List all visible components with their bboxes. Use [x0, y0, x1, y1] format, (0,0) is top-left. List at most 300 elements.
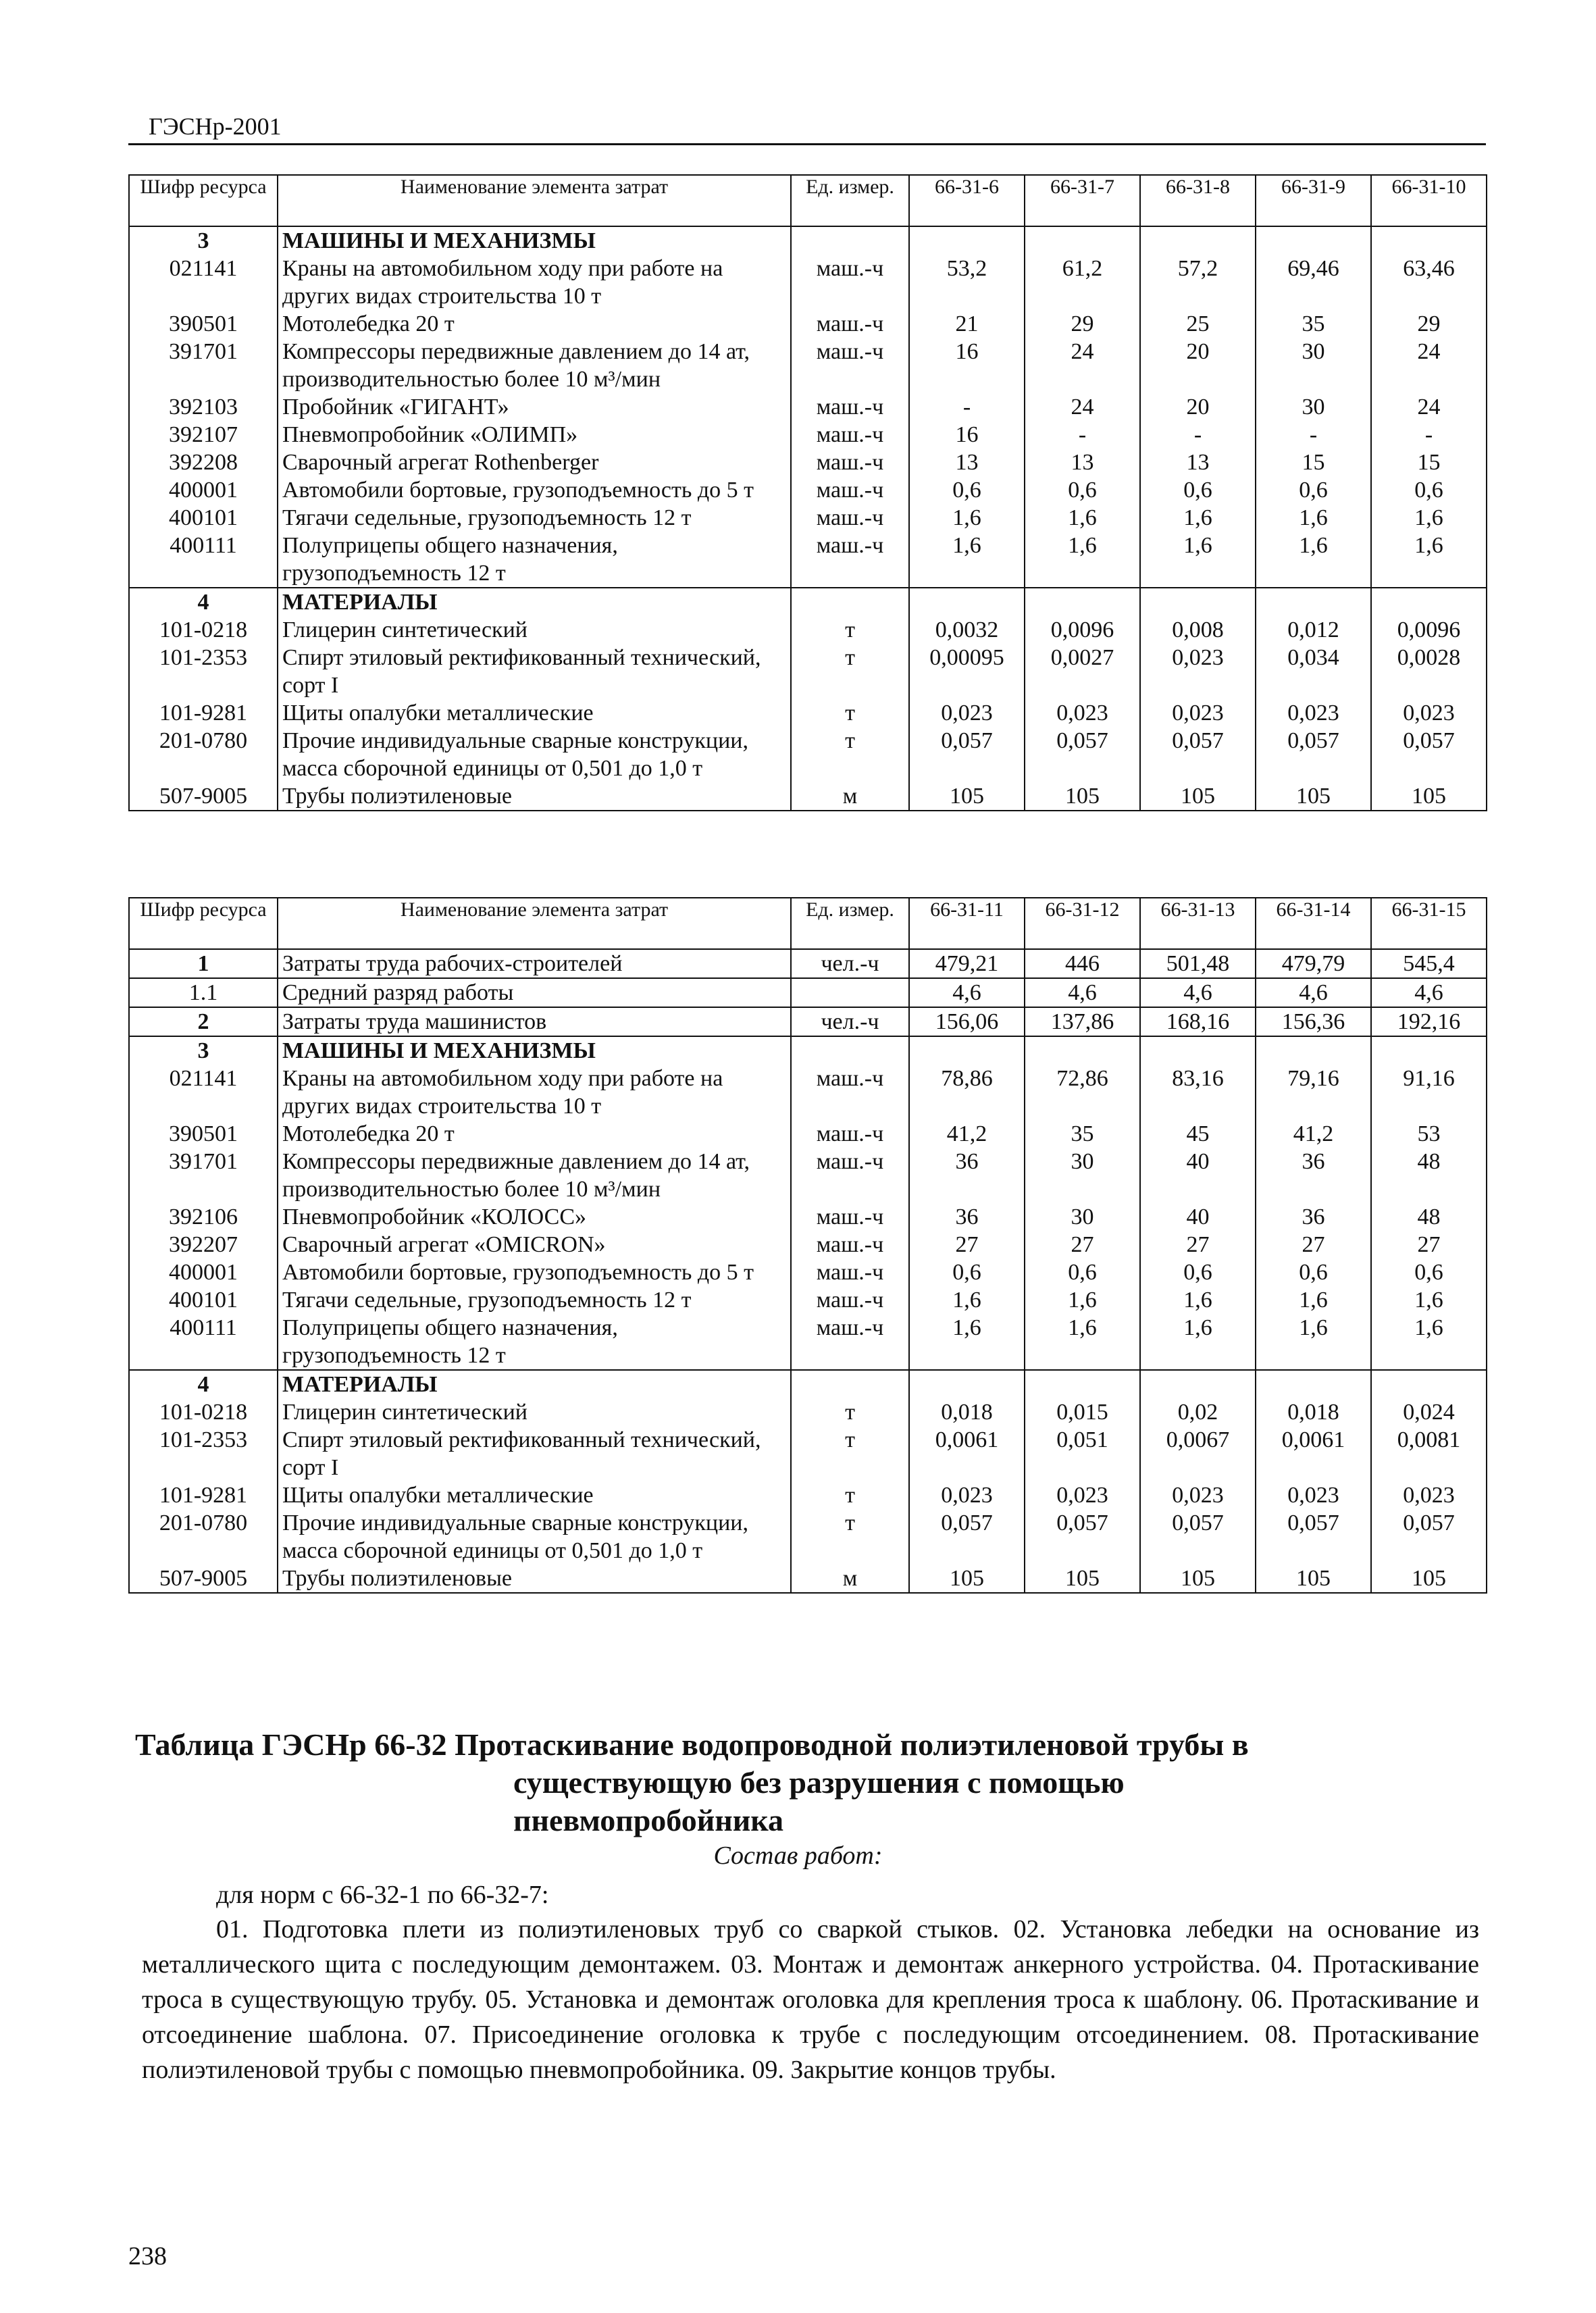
- section-row: [129, 588, 1487, 616]
- row-code: 101-2353: [129, 644, 278, 699]
- labor-row: [129, 978, 1487, 1007]
- row-name: Прочие индивидуальные сварные конструкции, масса сборочной единицы от 0,501 до 1,0 т: [278, 1509, 791, 1565]
- table-row: [129, 616, 1487, 644]
- row-value: 16: [909, 421, 1025, 449]
- section-unit-cell: [791, 226, 909, 255]
- row-unit: т: [791, 616, 909, 644]
- section-value-cell: [909, 1036, 1025, 1065]
- row-unit: маш.-ч: [791, 476, 909, 504]
- row-code: 390501: [129, 310, 278, 338]
- row-name: Краны на автомобильном ходу при работе на других видах строительства 10 т: [278, 255, 791, 310]
- section-unit-cell: [791, 1036, 909, 1065]
- labor-row: [129, 1007, 1487, 1036]
- row-code: 101-0218: [129, 1398, 278, 1426]
- row-code: 400001: [129, 1259, 278, 1286]
- row-unit: маш.-ч: [791, 421, 909, 449]
- row-unit: маш.-ч: [791, 532, 909, 588]
- row-value: 137,86: [1025, 1007, 1140, 1036]
- row-unit: чел.-ч: [791, 949, 909, 978]
- row-value: 27: [1025, 1231, 1140, 1259]
- row-value: 27: [909, 1231, 1025, 1259]
- row-code: 392207: [129, 1231, 278, 1259]
- row-value: 0,057: [1371, 1509, 1487, 1565]
- table-header-row: [129, 175, 1487, 226]
- row-value: 0,057: [1140, 727, 1256, 782]
- row-name: Пробойник «ГИГАНТ»: [278, 393, 791, 421]
- row-value: 105: [1025, 1565, 1140, 1593]
- row-value: 0,6: [1025, 1259, 1140, 1286]
- table-row: [129, 1286, 1487, 1314]
- row-code: 101-9281: [129, 699, 278, 727]
- section-unit-cell: [791, 588, 909, 616]
- row-value: 40: [1140, 1148, 1256, 1203]
- section-value-cell: [1140, 1370, 1256, 1398]
- row-value: 29: [1371, 310, 1487, 338]
- row-value: 35: [1025, 1120, 1140, 1148]
- work-description: 01. Подготовка плети из полиэтиленовых труб со сваркой стыков. 02. Установка лебедки на основание из металлического щита с последующим демонтажем. 03. Монтаж и демонтаж анкерного устройства. 04. Протаскивание троса в существующую трубу. 05. Установка и демонтаж оголовка для крепления троса к шаблону. 06. Протаскивание и отсоединение шаблона. 07. Присоединение оголовка к трубе с последующим отсоединением. 08. Протаскивание полиэтиленовой трубы с помощью пневмопробойника. 09. Закрытие концов трубы.: [142, 1915, 1479, 2084]
- section-code: 4: [129, 1370, 278, 1398]
- row-value: 446: [1025, 949, 1140, 978]
- section-value-cell: [1140, 226, 1256, 255]
- row-code: 201-0780: [129, 1509, 278, 1565]
- row-value: 0,0096: [1025, 616, 1140, 644]
- row-value: 41,2: [1256, 1120, 1371, 1148]
- row-value: 1,6: [1256, 504, 1371, 532]
- row-name: Затраты труда рабочих-строителей: [278, 949, 791, 978]
- row-value: 0,0027: [1025, 644, 1140, 699]
- row-value: 27: [1371, 1231, 1487, 1259]
- applies-to-norms: для норм с 66-32-1 по 66-32-7:: [216, 1881, 549, 1909]
- row-value: 4,6: [1140, 978, 1256, 1007]
- header-name: Наименование элемента затрат: [278, 898, 791, 949]
- row-value: 1,6: [1025, 1286, 1140, 1314]
- row-value: 0,057: [1256, 1509, 1371, 1565]
- row-value: 13: [909, 449, 1025, 476]
- table-row: [129, 504, 1487, 532]
- row-value: 4,6: [1025, 978, 1140, 1007]
- row-value: 0,023: [1140, 1481, 1256, 1509]
- row-unit: маш.-ч: [791, 1120, 909, 1148]
- row-name: Автомобили бортовые, грузоподъемность до 5 т: [278, 1259, 791, 1286]
- row-value: 0,057: [1256, 727, 1371, 782]
- row-value: 45: [1140, 1120, 1256, 1148]
- header-norm-code: 66-31-13: [1140, 898, 1256, 949]
- row-code: 021141: [129, 255, 278, 310]
- row-code: 400111: [129, 532, 278, 588]
- section-value-cell: [1025, 226, 1140, 255]
- row-value: 105: [909, 1565, 1025, 1593]
- row-value: 36: [1256, 1203, 1371, 1231]
- row-value: 0,024: [1371, 1398, 1487, 1426]
- row-value: 0,023: [909, 699, 1025, 727]
- row-value: 105: [1256, 782, 1371, 811]
- row-value: 0,012: [1256, 616, 1371, 644]
- row-value: 0,0032: [909, 616, 1025, 644]
- row-value: 1,6: [1025, 532, 1140, 588]
- table-row: [129, 1509, 1487, 1565]
- table-row: [129, 1426, 1487, 1481]
- row-value: -: [1371, 421, 1487, 449]
- row-value: 40: [1140, 1203, 1256, 1231]
- row-value: 1,6: [1140, 504, 1256, 532]
- section-value-cell: [1025, 588, 1140, 616]
- row-unit: маш.-ч: [791, 1203, 909, 1231]
- row-value: 83,16: [1140, 1065, 1256, 1120]
- row-unit: маш.-ч: [791, 1259, 909, 1286]
- row-name: Полуприцепы общего назначения, грузоподъемность 12 т: [278, 532, 791, 588]
- section-title: МАШИНЫ И МЕХАНИЗМЫ: [278, 226, 791, 255]
- row-value: 72,86: [1025, 1065, 1140, 1120]
- row-unit: т: [791, 1426, 909, 1481]
- row-name: Мотолебедка 20 т: [278, 1120, 791, 1148]
- header-name: Наименование элемента затрат: [278, 175, 791, 226]
- row-value: 0,6: [1371, 1259, 1487, 1286]
- row-value: 1,6: [1371, 1286, 1487, 1314]
- table-row: [129, 421, 1487, 449]
- row-value: 156,36: [1256, 1007, 1371, 1036]
- section-code: 3: [129, 1036, 278, 1065]
- row-code: 392106: [129, 1203, 278, 1231]
- table-row: [129, 338, 1487, 393]
- row-value: 0,6: [1256, 1259, 1371, 1286]
- page-number: 238: [128, 2242, 167, 2270]
- row-value: 1,6: [1256, 1314, 1371, 1370]
- section-code: 3: [129, 226, 278, 255]
- row-value: 0,051: [1025, 1426, 1140, 1481]
- section-value-cell: [1256, 1370, 1371, 1398]
- header-norm-code: 66-31-15: [1371, 898, 1487, 949]
- row-name: Глицерин синтетический: [278, 616, 791, 644]
- row-unit: маш.-ч: [791, 393, 909, 421]
- table-row: [129, 1203, 1487, 1231]
- table-row: [129, 1565, 1487, 1593]
- row-unit: чел.-ч: [791, 1007, 909, 1036]
- row-value: 156,06: [909, 1007, 1025, 1036]
- running-header: ГЭСНр-2001: [149, 113, 282, 140]
- row-value: 24: [1025, 393, 1140, 421]
- table-row: [129, 1398, 1487, 1426]
- row-value: 4,6: [1371, 978, 1487, 1007]
- table-row: [129, 1481, 1487, 1509]
- row-value: -: [909, 393, 1025, 421]
- table-row: [129, 310, 1487, 338]
- row-unit: маш.-ч: [791, 1231, 909, 1259]
- row-value: 105: [1025, 782, 1140, 811]
- row-value: 15: [1256, 449, 1371, 476]
- row-value: 0,0061: [1256, 1426, 1371, 1481]
- section-value-cell: [909, 588, 1025, 616]
- row-value: 1,6: [1025, 1314, 1140, 1370]
- row-unit: маш.-ч: [791, 1286, 909, 1314]
- row-value: 63,46: [1371, 255, 1487, 310]
- header-norm-code: 66-31-6: [909, 175, 1025, 226]
- row-unit: маш.-ч: [791, 338, 909, 393]
- row-value: 1,6: [1371, 1314, 1487, 1370]
- section-title: МАШИНЫ И МЕХАНИЗМЫ: [278, 1036, 791, 1065]
- row-value: 105: [1371, 1565, 1487, 1593]
- row-code: 101-0218: [129, 616, 278, 644]
- row-value: 0,015: [1025, 1398, 1140, 1426]
- row-value: 27: [1256, 1231, 1371, 1259]
- row-value: 501,48: [1140, 949, 1256, 978]
- row-value: 57,2: [1140, 255, 1256, 310]
- row-name: Пневмопробойник «ОЛИМП»: [278, 421, 791, 449]
- row-value: 79,16: [1256, 1065, 1371, 1120]
- row-value: 0,057: [909, 727, 1025, 782]
- section-value-cell: [1256, 588, 1371, 616]
- row-value: 36: [909, 1148, 1025, 1203]
- table-row: [129, 1231, 1487, 1259]
- row-value: 0,00095: [909, 644, 1025, 699]
- header-norm-code: 66-31-7: [1025, 175, 1140, 226]
- row-value: -: [1256, 421, 1371, 449]
- row-value: 13: [1140, 449, 1256, 476]
- row-value: 0,6: [1025, 476, 1140, 504]
- section-code: 4: [129, 588, 278, 616]
- row-value: 105: [1371, 782, 1487, 811]
- section-value-cell: [1025, 1036, 1140, 1065]
- row-name: Автомобили бортовые, грузоподъемность до 5 т: [278, 476, 791, 504]
- row-value: 78,86: [909, 1065, 1025, 1120]
- row-unit: маш.-ч: [791, 310, 909, 338]
- row-value: 0,02: [1140, 1398, 1256, 1426]
- row-unit: т: [791, 699, 909, 727]
- row-value: 0,0028: [1371, 644, 1487, 699]
- section-unit-cell: [791, 1370, 909, 1398]
- row-value: 545,4: [1371, 949, 1487, 978]
- row-code: 507-9005: [129, 782, 278, 811]
- header-norm-code: 66-31-11: [909, 898, 1025, 949]
- row-value: 1,6: [909, 532, 1025, 588]
- row-value: -: [1140, 421, 1256, 449]
- row-value: 0,6: [1371, 476, 1487, 504]
- row-value: 1,6: [1140, 532, 1256, 588]
- row-value: 1,6: [1371, 504, 1487, 532]
- row-value: 479,79: [1256, 949, 1371, 978]
- row-value: 24: [1371, 393, 1487, 421]
- row-value: 1,6: [1140, 1314, 1256, 1370]
- row-value: 61,2: [1025, 255, 1140, 310]
- section-value-cell: [1256, 1036, 1371, 1065]
- row-code: 400001: [129, 476, 278, 504]
- row-value: 4,6: [909, 978, 1025, 1007]
- row-value: 69,46: [1256, 255, 1371, 310]
- section-value-cell: [1140, 588, 1256, 616]
- row-value: 479,21: [909, 949, 1025, 978]
- row-value: 0,6: [1140, 476, 1256, 504]
- row-value: 1,6: [1256, 1286, 1371, 1314]
- row-code: 021141: [129, 1065, 278, 1120]
- row-name: Компрессоры передвижные давлением до 14 ат, производительностью более 10 м³/мин: [278, 338, 791, 393]
- row-value: 0,6: [1256, 476, 1371, 504]
- row-value: 0,023: [1025, 1481, 1140, 1509]
- row-value: 0,023: [1256, 1481, 1371, 1509]
- row-value: 41,2: [909, 1120, 1025, 1148]
- header-rule: [128, 143, 1486, 145]
- header-norm-code: 66-31-10: [1371, 175, 1487, 226]
- section-row: [129, 1370, 1487, 1398]
- row-value: 0,057: [1371, 727, 1487, 782]
- row-value: 0,0061: [909, 1426, 1025, 1481]
- row-name: Затраты труда машинистов: [278, 1007, 791, 1036]
- row-name: Прочие индивидуальные сварные конструкции, масса сборочной единицы от 0,501 до 1,0 т: [278, 727, 791, 782]
- row-name: Мотолебедка 20 т: [278, 310, 791, 338]
- row-unit: маш.-ч: [791, 1148, 909, 1203]
- row-name: Спирт этиловый ректификованный технический, сорт I: [278, 1426, 791, 1481]
- row-value: 27: [1140, 1231, 1256, 1259]
- row-code: 201-0780: [129, 727, 278, 782]
- row-value: 0,6: [1140, 1259, 1256, 1286]
- row-code: 400101: [129, 504, 278, 532]
- row-unit: м: [791, 1565, 909, 1593]
- row-unit: маш.-ч: [791, 504, 909, 532]
- header-norm-code: 66-31-14: [1256, 898, 1371, 949]
- row-value: 91,16: [1371, 1065, 1487, 1120]
- row-code: 101-2353: [129, 1426, 278, 1481]
- row-name: Трубы полиэтиленовые: [278, 1565, 791, 1593]
- row-value: 16: [909, 338, 1025, 393]
- section-value-cell: [1371, 226, 1487, 255]
- table-row: [129, 449, 1487, 476]
- row-value: 1,6: [1025, 504, 1140, 532]
- row-value: 1,6: [909, 504, 1025, 532]
- row-value: 48: [1371, 1148, 1487, 1203]
- row-value: 35: [1256, 310, 1371, 338]
- row-value: 21: [909, 310, 1025, 338]
- row-unit: т: [791, 1398, 909, 1426]
- composition-heading: Состав работ:: [713, 1841, 883, 1870]
- row-value: -: [1025, 421, 1140, 449]
- row-code: 1.1: [129, 978, 278, 1007]
- row-value: 20: [1140, 393, 1256, 421]
- table-row: [129, 727, 1487, 782]
- row-name: Сварочный агрегат Rothenberger: [278, 449, 791, 476]
- row-value: 53: [1371, 1120, 1487, 1148]
- table-row: [129, 1148, 1487, 1203]
- table-row: [129, 1065, 1487, 1120]
- row-unit: т: [791, 1481, 909, 1509]
- table-row: [129, 644, 1487, 699]
- row-value: 24: [1025, 338, 1140, 393]
- row-name: Средний разряд работы: [278, 978, 791, 1007]
- row-value: 24: [1371, 338, 1487, 393]
- row-code: 1: [129, 949, 278, 978]
- resource-table-66-31-11-to-15: [128, 897, 1487, 1594]
- row-value: 48: [1371, 1203, 1487, 1231]
- row-code: 101-9281: [129, 1481, 278, 1509]
- section-value-cell: [1025, 1370, 1140, 1398]
- row-value: 105: [909, 782, 1025, 811]
- row-value: 0,0067: [1140, 1426, 1256, 1481]
- table-row: [129, 532, 1487, 588]
- row-value: 0,0081: [1371, 1426, 1487, 1481]
- table-title-line-1: Таблица ГЭСНр 66-32 Протаскивание водопроводной полиэтиленовой трубы в: [135, 1727, 1249, 1762]
- row-value: 36: [1256, 1148, 1371, 1203]
- row-value: 0,023: [1256, 699, 1371, 727]
- table-title-line-3: пневмопробойника: [513, 1803, 784, 1837]
- row-unit: м: [791, 782, 909, 811]
- section-value-cell: [909, 1370, 1025, 1398]
- row-code: 400101: [129, 1286, 278, 1314]
- row-value: 1,6: [1140, 1286, 1256, 1314]
- row-value: 30: [1025, 1203, 1140, 1231]
- row-value: 4,6: [1256, 978, 1371, 1007]
- header-unit: Ед. измер.: [791, 175, 909, 226]
- row-code: 392103: [129, 393, 278, 421]
- table-row: [129, 476, 1487, 504]
- section-value-cell: [1140, 1036, 1256, 1065]
- row-unit: маш.-ч: [791, 255, 909, 310]
- row-value: 30: [1256, 393, 1371, 421]
- row-value: 0,023: [1025, 699, 1140, 727]
- row-value: 0,023: [1371, 699, 1487, 727]
- row-name: Тягачи седельные, грузоподъемность 12 т: [278, 504, 791, 532]
- section-row: [129, 1036, 1487, 1065]
- row-name: Трубы полиэтиленовые: [278, 782, 791, 811]
- row-name: Щиты опалубки металлические: [278, 699, 791, 727]
- table-row: [129, 1120, 1487, 1148]
- row-value: 30: [1256, 338, 1371, 393]
- row-name: Краны на автомобильном ходу при работе на других видах строительства 10 т: [278, 1065, 791, 1120]
- row-unit: т: [791, 1509, 909, 1565]
- row-code: 2: [129, 1007, 278, 1036]
- section-value-cell: [1256, 226, 1371, 255]
- row-value: 192,16: [1371, 1007, 1487, 1036]
- labor-row: [129, 949, 1487, 978]
- row-value: 0,023: [1371, 1481, 1487, 1509]
- row-value: 30: [1025, 1148, 1140, 1203]
- row-unit: т: [791, 727, 909, 782]
- row-value: 105: [1140, 1565, 1256, 1593]
- row-value: 0,008: [1140, 616, 1256, 644]
- row-value: 0,6: [909, 476, 1025, 504]
- row-code: 391701: [129, 1148, 278, 1203]
- row-value: 105: [1140, 782, 1256, 811]
- section-title: МАТЕРИАЛЫ: [278, 1370, 791, 1398]
- row-value: 168,16: [1140, 1007, 1256, 1036]
- row-value: 0,023: [1140, 699, 1256, 727]
- section-value-cell: [1371, 1036, 1487, 1065]
- row-name: Сварочный агрегат «OMICRON»: [278, 1231, 791, 1259]
- row-value: 1,6: [909, 1286, 1025, 1314]
- row-value: 0,0096: [1371, 616, 1487, 644]
- row-unit: маш.-ч: [791, 1314, 909, 1370]
- section-row: [129, 226, 1487, 255]
- row-value: 0,023: [1140, 644, 1256, 699]
- row-name: Тягачи седельные, грузоподъемность 12 т: [278, 1286, 791, 1314]
- table-title: [135, 1726, 1459, 1839]
- header-norm-code: 66-31-12: [1025, 898, 1140, 949]
- row-value: 0,6: [909, 1259, 1025, 1286]
- header-norm-code: 66-31-8: [1140, 175, 1256, 226]
- resource-table-66-31-6-to-10: [128, 174, 1487, 811]
- row-value: 0,018: [909, 1398, 1025, 1426]
- row-name: Щиты опалубки металлические: [278, 1481, 791, 1509]
- table-row: [129, 1259, 1487, 1286]
- row-value: 0,057: [1025, 1509, 1140, 1565]
- row-code: 392107: [129, 421, 278, 449]
- row-name: Полуприцепы общего назначения, грузоподъемность 12 т: [278, 1314, 791, 1370]
- row-unit: маш.-ч: [791, 1065, 909, 1120]
- section-value-cell: [1371, 1370, 1487, 1398]
- row-value: 0,057: [1025, 727, 1140, 782]
- row-name: Глицерин синтетический: [278, 1398, 791, 1426]
- row-unit: маш.-ч: [791, 449, 909, 476]
- row-value: 1,6: [1371, 532, 1487, 588]
- section-value-cell: [909, 226, 1025, 255]
- row-value: 1,6: [909, 1314, 1025, 1370]
- header-code: Шифр ресурса: [129, 898, 278, 949]
